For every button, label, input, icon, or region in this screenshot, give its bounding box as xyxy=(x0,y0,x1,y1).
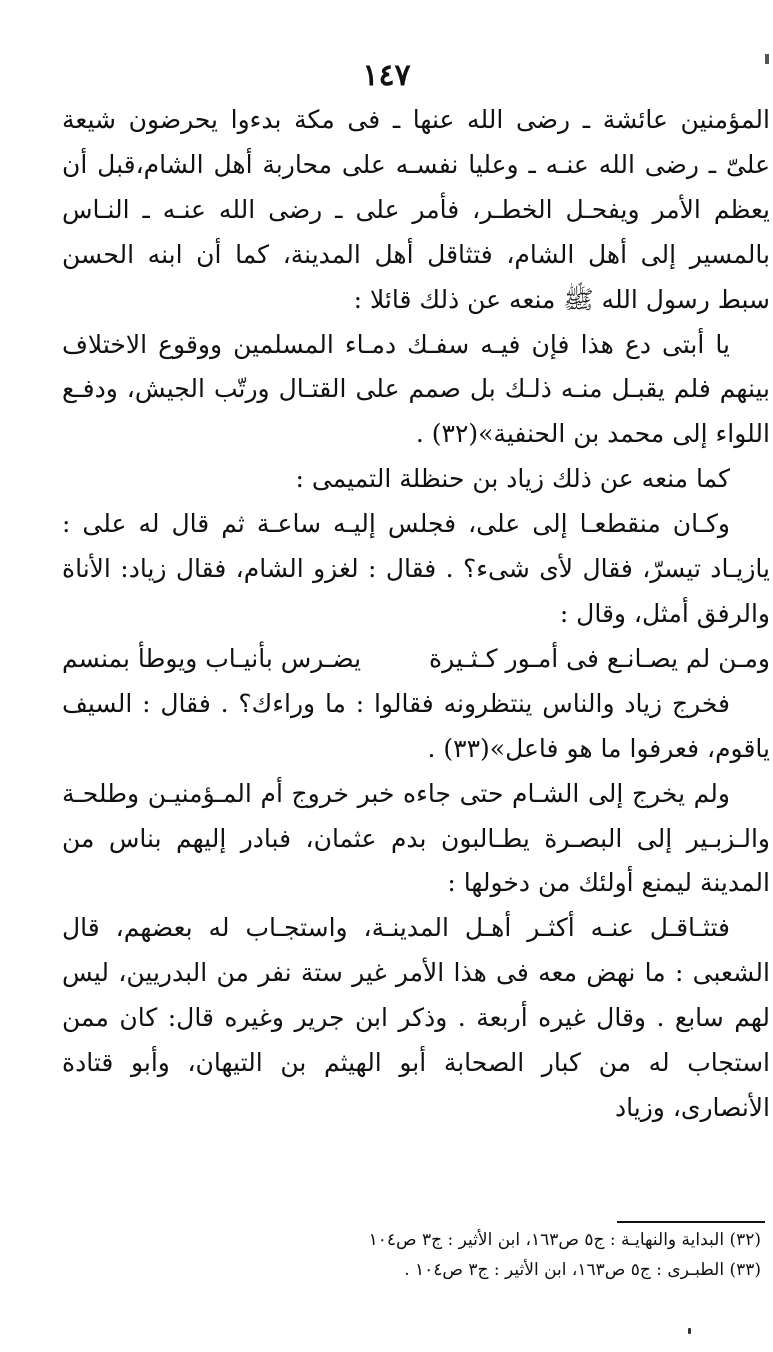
verse-hemistich: يضـرس بأنيـاب ويوطأ بمنسم xyxy=(62,643,362,673)
body-text xyxy=(62,98,770,1131)
paragraph: المؤمنين عائشة ـ رضى الله عنها ـ فى مكة بدءوا يحرضون شيعة علىّ ـ رضى الله عنـه ـ وعليا نفسـه على محاربة أهل الشام،قبل أن يعظم الأمر ويفحـل الخطـر، فأمر على ـ رضى الله عنـه ـ النـاس بالمسير إلى أهل الشام، فتثاقل أهل المدينة، كما أن ابنه الحسن سبط رسول الله ﷺ منعه عن ذلك قائلا : xyxy=(62,105,770,314)
paragraph: ولم يخرج إلى الشـام حتى جاءه خبر خروج أم المـؤمنيـن وطلحـة والـزبـير إلى البصـرة يطـالبون بدم عثمان، فبادر إليهم بناس من المدينة ليمنع أولئك من دخولها : xyxy=(62,778,770,898)
paragraph: كما منعه عن ذلك زياد بن حنظلة التميمى : xyxy=(295,464,730,494)
page-number: ١٤٧ xyxy=(362,58,411,93)
verse-hemistich: ومـن لم يصـانـع فى أمـور كـثـيرة xyxy=(429,643,770,673)
footnote: (٣٣) الطبـرى : ج٥ ص١٦٣، ابن الأثير : ج٣ ص١٠٤ . xyxy=(404,1260,761,1280)
paragraph: يا أبتى دع هذا فإن فيـه سفـك دمـاء المسلمين ووقوع الاختلاف بينهم فلم يقبـل منـه ذلـك بل صمم على القتـال ورتّب الجيش، ودفـع اللواء إلى محمد بن الحنفية»(٣٢) . xyxy=(62,329,770,449)
scan-speck xyxy=(688,1328,691,1334)
paragraph: فتثـاقـل عنـه أكثـر أهـل المدينـة، واستجـاب له بعضهم، قال الشعبى : ما نهض معه فى هذا الأمر غير ستة نفر من البدريين، ليس لهم سابع . وقال غيره أربعة . وذكر ابن جرير وغيره قال: كان ممن استجاب له من كبار الصحابة أبو الهيثم بن التيهان، وأبو قتادة الأنصارى، وزياد xyxy=(62,913,770,1122)
paragraph: فخرج زياد والناس ينتظرونه فقالوا : ما وراءك؟ . فقال : السيف ياقوم، فعرفوا ما هو فاعل»(٣٣) . xyxy=(62,688,770,763)
poetry-verse xyxy=(62,637,770,682)
paragraph: وكـان منقطعـا إلى على، فجلس إليـه ساعـة ثم قال له على : يازيـاد تيسرّ، فقال لأى شىء؟ . فقال : لغزو الشام، فقال زياد: الأناة والرفق أمثل، وقال : xyxy=(62,509,770,628)
footnote-divider xyxy=(617,1221,765,1223)
scan-speck xyxy=(765,54,769,64)
footnotes xyxy=(61,1225,761,1285)
footnote: (٣٢) البداية والنهايـة : ج٥ ص١٦٣، ابن الأثير : ج٣ ص١٠٤ xyxy=(368,1230,761,1250)
